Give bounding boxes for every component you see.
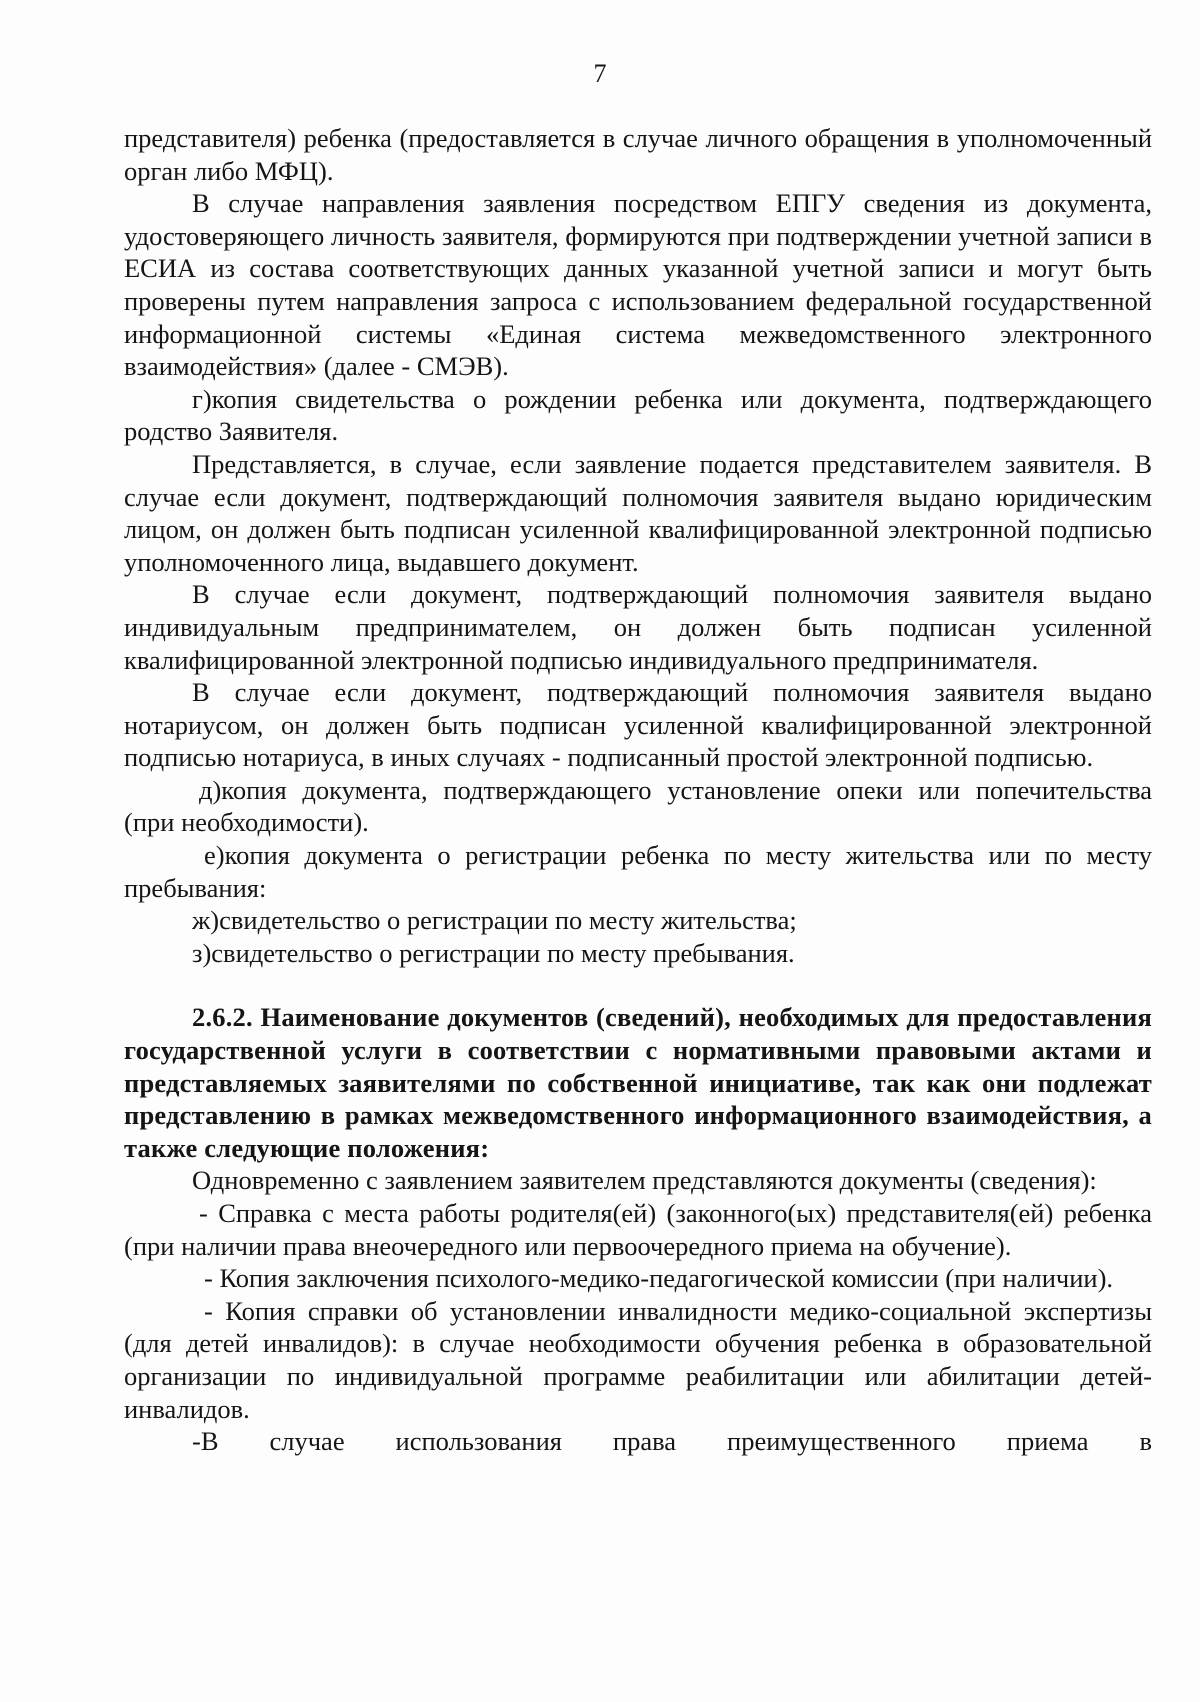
paragraph: д)копия документа, подтверждающего установление опеки или попечительства (при необходимости). [124,774,1152,838]
list-item: - Справка с места работы родителя(ей) (законного(ых) представителя(ей) ребенка (при наличии права внеочередного или первоочередного приема на обучение). [124,1198,1152,1261]
page-number: 7 [593,59,607,88]
section-heading: 2.6.2. Наименование документов (сведений), необходимых для предоставления государственной услуги в соответствии с нормативными правовыми актами и представляемых заявителями по собственной инициативе, так как они подлежат представлению в рамках межведомственного информационного взаимодействия, а также следующие положения: [124,1002,1152,1163]
paragraph: В случае направления заявления посредством ЕПГУ сведения из документа, удостоверяющего личность заявителя, формируются при подтверждении учетной записи в ЕСИА из состава соответствующих данных указанной учетной записи и могут быть проверены путем направления запроса с использованием федеральной государственной информационной системы «Единая система межведомственного электронного взаимодействия» (далее - СМЭВ). [124,188,1152,382]
paragraph: Представляется, в случае, если заявление подается представителем заявителя. В случае если документ, подтверждающий полномочия заявителя выдано юридическим лицом, он должен быть подписан усиленной квалифицированной электронной подписью уполномоченного лица, выдавшего документ. [124,448,1152,577]
paragraph: е)копия документа о регистрации ребенка по месту жительства или по месту пребывания: [124,840,1152,903]
paragraph: з)свидетельство о регистрации по месту пребывания. [192,937,795,968]
paragraph: г)копия свидетельства о рождении ребенка или документа, подтверждающего родство Заявителя. [124,383,1152,447]
paragraph: В случае если документ, подтверждающий полномочия заявителя выдано нотариусом, он должен быть подписан усиленной квалифицированной электронной подписью нотариуса, в иных случаях - подписанный простой электронной подписью. [124,677,1152,773]
list-item: - Копия заключения психолого-медико-педагогической комиссии (при наличии). [204,1263,1114,1294]
document-body [124,122,1152,1458]
list-item: - Копия справки об установлении инвалидности медико-социальной экспертизы (для детей инвалидов): в случае необходимости обучения ребенка в образовательной организации по индивидуальной программе реабилитации или абилитации детей-инвалидов. [124,1295,1152,1424]
paragraph: ж)свидетельство о регистрации по месту жительства; [192,905,797,936]
paragraph: Одновременно с заявлением заявителем представляются документы (сведения): [192,1165,1097,1196]
list-item: -В случае использования права преимущественного приема в [192,1426,1152,1457]
paragraph: В случае если документ, подтверждающий полномочия заявителя выдано индивидуальным предпринимателем, он должен быть подписан усиленной квалифицированной электронной подписью индивидуального предпринимателя. [124,579,1152,675]
paragraph: представителя) ребенка (предоставляется в случае личного обращения в уполномоченный орган либо МФЦ). [124,123,1152,186]
